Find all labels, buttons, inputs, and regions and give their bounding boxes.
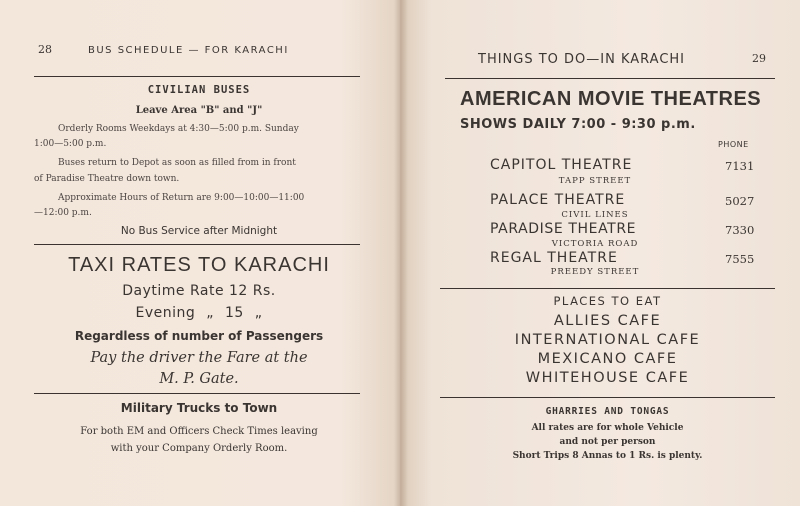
taxi-pay-line-1: Pay the driver the Fare at the [90,350,308,366]
header-rule [34,76,360,77]
no-bus-service: No Bus Service after Midnight [120,225,278,237]
theatre-street: TAPP STREET [558,176,632,186]
cafe-item: WHITEHOUSE CAFE [525,370,690,386]
schedule-line-3a: Approximate Hours of Return are 9:00—10:00—11:00 [58,193,305,203]
theatres-rule [440,288,775,289]
civilian-buses-subtitle: Leave Area "B" and "J" [135,105,263,116]
gharries-line-2: and not per person [559,437,656,447]
schedule-line-1b: 1:00—5:00 p.m. [34,139,107,149]
header-rule-right [445,78,775,79]
taxi-regardless: Regardless of number of Passengers [74,329,324,343]
taxi-rule [34,393,360,394]
taxi-pay-line-2: M. P. Gate. [159,371,239,387]
theatre-name: CAPITOL THEATRE [490,157,633,173]
theatre-street: PREEDY STREET [550,267,640,277]
gharries-title: GHARRIES AND TONGAS [545,406,670,417]
cafe-item: MEXICANO CAFE [537,351,678,367]
right-page [400,0,800,506]
left-page-header: BUS SCHEDULE — FOR KARACHI [88,45,289,56]
theatre-phone: 7131 [725,159,755,173]
military-trucks-title: Military Trucks to Town [120,401,278,415]
theatre-phone: 7330 [725,223,755,237]
theatre-street: VICTORIA ROAD [551,239,639,249]
schedule-line-3b: —12:00 p.m. [34,208,92,218]
right-page-header: THINGS TO DO—IN KARACHI [478,52,686,67]
places-to-eat-title: PLACES TO EAT [553,294,662,308]
taxi-evening-rate: Evening „ 15 „ [135,305,263,321]
cafe-item: ALLIES CAFE [553,313,662,329]
gharries-line-1: All rates are for whole Vehicle [531,423,684,433]
taxi-daytime-rate: Daytime Rate 12 Rs. [122,283,276,299]
theatre-name: PALACE THEATRE [490,192,626,208]
schedule-line-2b: of Paradise Theatre down town. [34,174,180,184]
gharries-line-3: Short Trips 8 Annas to 1 Rs. is plenty. [512,451,703,461]
theatre-phone: 7555 [725,252,755,266]
civilian-buses-title: CIVILIAN BUSES [147,84,251,96]
theatre-name: PARADISE THEATRE [490,221,637,237]
theatre-name: REGAL THEATRE [490,250,618,266]
schedule-line-1a: Orderly Rooms Weekdays at 4:30—5:00 p.m. Sunday [58,124,299,134]
left-page-number: 28 [38,43,52,56]
military-trucks-line-2: with your Company Orderly Room. [110,443,288,454]
right-page-number: 29 [752,52,766,65]
book-spine-shadow [394,0,408,506]
movie-theatres-title: AMERICAN MOVIE THEATRES [460,88,762,110]
theatre-street: CIVIL LINES [561,210,629,220]
taxi-rates-title: TAXI RATES TO KARACHI [68,254,330,276]
cafe-item: INTERNATIONAL CAFE [514,332,701,348]
phone-label: PHONE [718,140,749,149]
shows-daily: SHOWS DAILY 7:00 - 9:30 p.m. [460,117,696,132]
theatre-phone: 5027 [725,194,755,208]
civilian-rule [34,244,360,245]
eat-rule [440,397,775,398]
military-trucks-line-1: For both EM and Officers Check Times leaving [80,426,318,437]
schedule-line-2a: Buses return to Depot as soon as filled from in front [58,158,296,168]
